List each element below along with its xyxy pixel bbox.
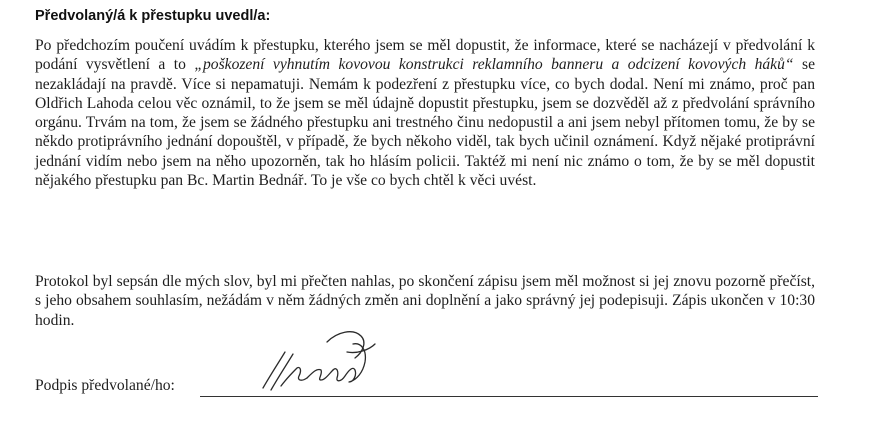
- signature-row: [35, 373, 835, 403]
- protocol-paragraph: Protokol byl sepsán dle mých slov, byl mi přečten nahlas, po skončení zápisu jsem měl možnost si jej znovu pozorně přečíst, s jeho obsahem souhlasím, nežádám v něm žádných změn ani doplnění a jako správný jej podepisuji. Zápis ukončen v 10:30 hodin.: [35, 273, 815, 329]
- section-heading: Předvolaný/á k přestupku uvedl/a:: [35, 8, 271, 24]
- statement-paragraph: [35, 36, 815, 190]
- statement-text-end: se nezakládají na pravdě. Více si nepamatuji. Nemám k podezření z přestupku více, co bych dodal. Není mi známo, proč pan Oldřich Lahoda celou věc oznámil, to že jsem se měl údajně dopustit přestupku, jsem se dozvěděl až z předvolání správního orgánu. Trvám na tom, že jsem se žádného přestupku ani trestného činu nedopustil a ani jsem nebyl přítomen tomu, že by se někdo protiprávního jednání dopouštěl, v případě, že bych někoho viděl, tak bych učinil oznámení. Když nějaké protiprávní jednání vidím nebo jsem na něho upozorněn, tak ho hlásím policii. Taktéž mi není nic známo o tom, že by se měl dopustit nějakého přestupku pan Bc. Martin Bednář. To je vše co bych chtěl k věci uvést.: [35, 56, 815, 190]
- signature-label: Podpis předvolané/ho:: [35, 377, 175, 394]
- handwritten-signature: [257, 322, 387, 400]
- statement-quote: „poškození vyhnutím kovovou konstrukci reklamního banneru a odcizení kovových háků“: [194, 56, 794, 74]
- statement-text-start: Po předchozím poučení uvádím k přestupku, kterého jsem se měl dopustit, že informace, které se nacházejí v předvolání k podání vysvětlení a to: [35, 37, 815, 74]
